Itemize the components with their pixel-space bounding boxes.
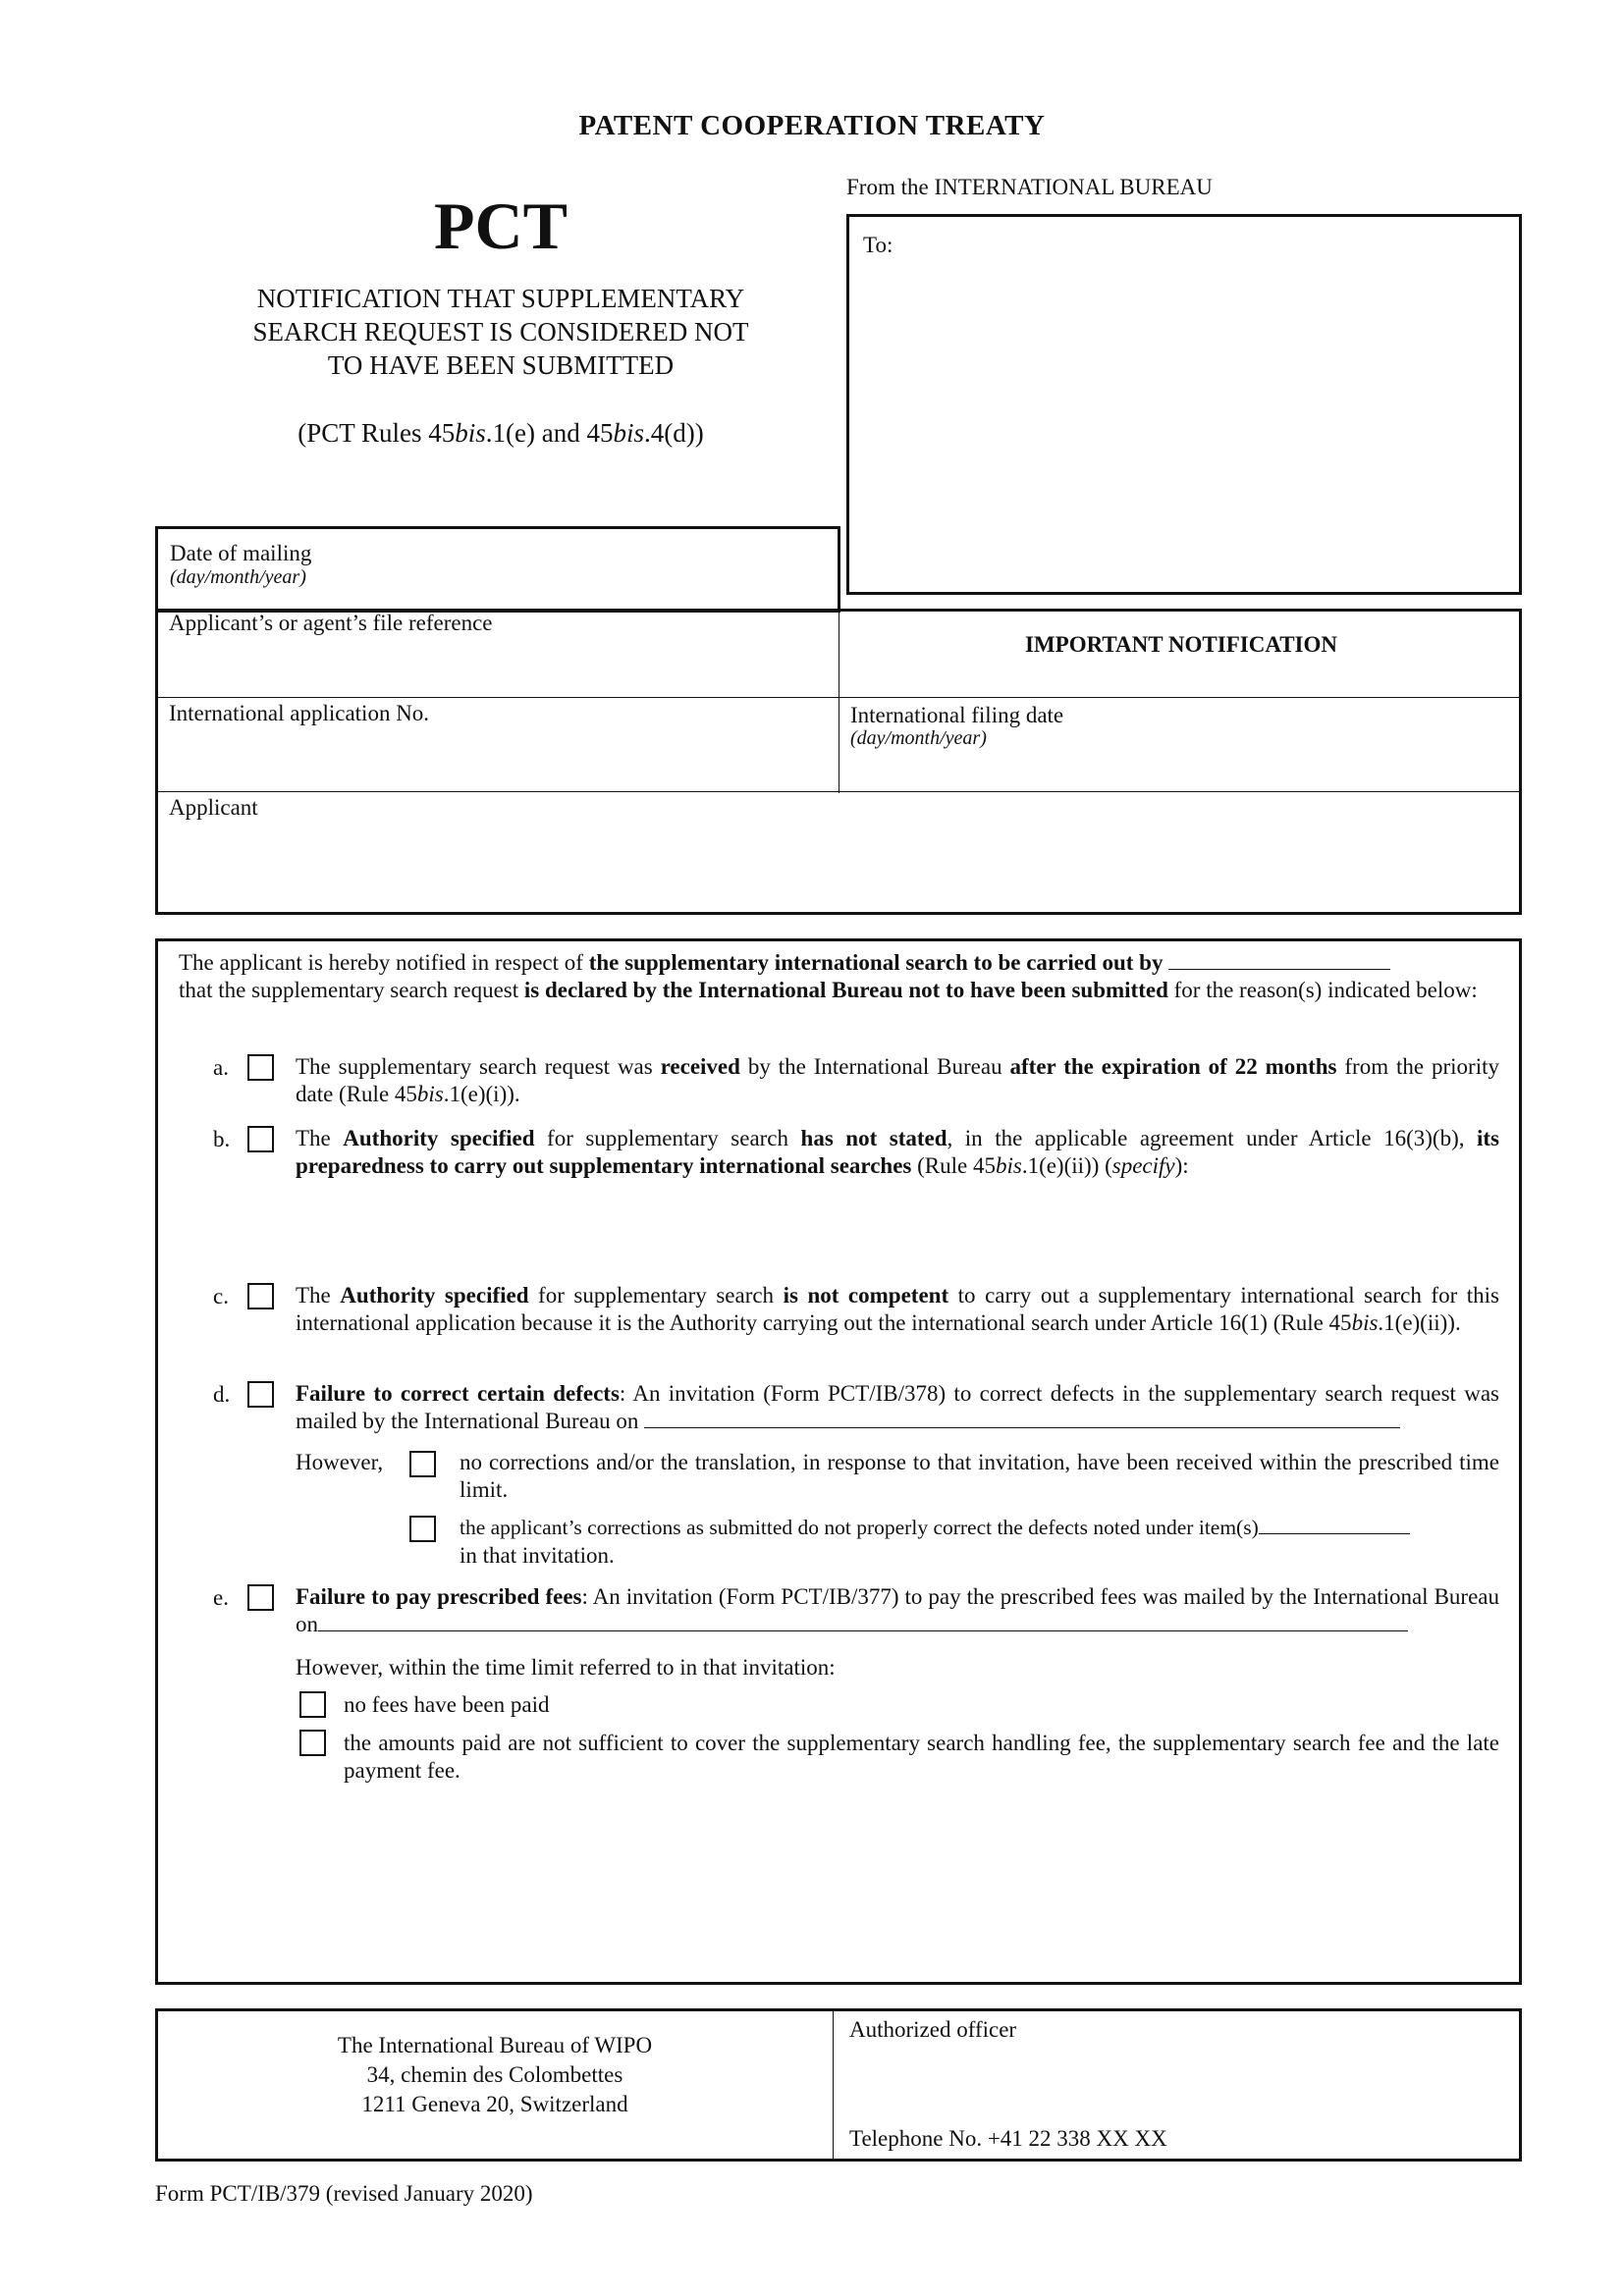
c-1c: for supplementary search [528,1283,784,1308]
item-c-label: c. [213,1284,229,1308]
table-divider-2 [157,791,1520,792]
a-1b: received [660,1054,740,1079]
b-bis: bis [995,1152,1022,1178]
telephone-number: Telephone No. +41 22 338 XX XX [849,2126,1167,2151]
a-1f: .1(e)(i)). [443,1081,520,1106]
date-of-mailing-label: Date of mailing [170,541,312,565]
intro-1-bold: the supplementary international search to be carried out by [588,950,1164,975]
b-1e: , in the applicable agreement under Article 16(3)(b), [947,1126,1477,1150]
c-bis: bis [1351,1309,1379,1335]
rules-suffix: .4(d)) [644,418,704,448]
b-1: The [296,1126,344,1150]
d-1b: Failure to correct certain defects [296,1381,620,1406]
applicant-label: Applicant [169,795,258,820]
table-divider-top [840,609,1522,612]
b-1f: its preparedness to carry out supplementary international searches [296,1126,1499,1178]
item-d-option-2-line-1 [460,1515,1499,1542]
intl-app-no-field[interactable] [157,728,839,789]
b-specify: specify [1111,1152,1175,1178]
e-opt2: the amounts paid are not sufficient to cover the supplementary search handling fee, the supplementary search fee and the late payment fee. [344,1731,1499,1783]
d-opt2b: in that invitation. [460,1542,615,1568]
item-e-option-1-text [344,1691,1499,1719]
item-d-option-1-text [460,1449,1499,1503]
item-e-text [296,1583,1499,1637]
form-title [157,282,844,382]
item-e-label: e. [213,1585,229,1610]
notice-intro-line-1 [179,949,1499,977]
search-authority-field[interactable] [1168,951,1390,970]
from-label [846,175,1213,200]
c-1b: Authority specified [340,1283,529,1308]
b-1d: has not stated [800,1126,947,1150]
date-of-mailing-format: (day/month/year) [170,566,306,588]
item-e-option-2-text [344,1730,1499,1784]
intl-filing-date-field[interactable] [840,752,1520,789]
intro-1: The applicant is hereby notified in respect of [179,950,589,975]
form-identifier: Form PCT/IB/379 (revised January 2020) [155,2181,533,2206]
treaty-heading [0,110,1624,142]
item-e-date-field[interactable] [318,1613,1408,1631]
item-e-however: However, within the time limit referred to in that invitation: [296,1655,836,1680]
a-bis: bis [416,1081,444,1106]
a-1d: after the expiration of 22 months [1009,1054,1337,1079]
notice-intro [179,949,1499,1003]
item-e-checkbox[interactable] [247,1584,274,1611]
item-d-option-1-checkbox[interactable] [409,1451,436,1477]
to-label: To: [863,233,893,257]
wipo-address-line-1: The International Bureau of WIPO [337,2033,653,2057]
item-e-option-1-checkbox[interactable] [299,1691,326,1718]
e-opt1: no fees have been paid [344,1692,550,1717]
rules-bis-2: bis [613,418,645,448]
a-1: The supplementary search request was [296,1054,661,1079]
wipo-address [157,2031,833,2119]
item-d-checkbox[interactable] [247,1381,274,1408]
intro-2-end: for the reason(s) indicated below: [1167,977,1478,1002]
intl-filing-date-format: (day/month/year) [850,727,987,749]
authorized-officer-field[interactable] [837,2046,1518,2124]
d-opt1: no corrections and/or the translation, in response to that invitation, have been received within the prescribed time limit. [460,1450,1499,1502]
file-reference-label: Applicant’s or agent’s file reference [169,611,493,635]
rules-prefix: (PCT Rules 45 [298,418,456,448]
e-1b: Failure to pay prescribed fees [296,1584,582,1609]
item-d-option-2-text [460,1515,1499,1569]
from-label-text: From the INTERNATIONAL BUREAU [846,175,1213,199]
c-1f: .1(e)(ii)). [1378,1309,1461,1335]
intro-2: that the supplementary search request [179,977,524,1002]
intl-filing-date-label: International filing date [850,703,1064,727]
item-a-text [296,1053,1499,1107]
pct-title [157,187,844,265]
important-notification-text: IMPORTANT NOTIFICATION [1024,632,1338,657]
table-divider-1 [157,697,1520,698]
item-b-checkbox[interactable] [247,1126,274,1152]
d-1c: : An invitation (Form PCT/IB/378) to correct defects in the supplementary search request was mailed by the International Bureau on [296,1381,1499,1433]
b-1h: .1(e)(ii)) ( [1021,1152,1112,1178]
b-1i: ): [1174,1152,1189,1178]
a-1e: from the priority date (Rule 45 [296,1054,1499,1106]
rules-reference [157,416,844,450]
item-b-label: b. [213,1127,231,1151]
c-1: The [296,1283,341,1308]
rules-mid: .1(e) and 45 [485,418,614,448]
item-e-option-2-checkbox[interactable] [299,1730,326,1756]
item-d-option-2-checkbox[interactable] [409,1516,436,1542]
item-d-date-field[interactable] [644,1410,1400,1428]
item-b-specify-field[interactable] [296,1184,1499,1270]
pct-title-text: PCT [434,188,568,263]
a-1c: by the International Bureau [739,1054,1010,1079]
authorized-officer-label: Authorized officer [849,2017,1017,2042]
c-1d: is not competent [783,1283,949,1308]
wipo-address-line-3: 1211 Geneva 20, Switzerland [361,2092,628,2116]
item-b-text [296,1125,1499,1179]
important-notification [840,632,1522,658]
b-1g: (Rule 45 [911,1152,996,1178]
treaty-heading-text: PATENT COOPERATION TREATY [578,110,1046,141]
file-reference-field[interactable] [157,638,839,695]
rules-bis-1: bis [455,418,486,448]
item-d-text [296,1380,1499,1434]
d-opt2a: the applicant’s corrections as submitted do not properly correct the defects noted under item(s) [460,1516,1259,1539]
intl-app-no-label: International application No. [169,701,430,725]
e-1c: : An invitation (Form PCT/IB/377) to pay the prescribed fees was mailed by the International Bureau on [296,1584,1499,1636]
form-title-line-2: SEARCH REQUEST IS CONSIDERED NOT [252,317,749,347]
item-a-checkbox[interactable] [247,1054,274,1081]
form-title-line-3: TO HAVE BEEN SUBMITTED [327,350,675,380]
date-of-mailing-box[interactable] [155,526,840,613]
b-1b: Authority specified [343,1126,535,1150]
item-d-however: However, [296,1450,384,1474]
item-d-items-field[interactable] [1259,1516,1410,1534]
footer-divider [833,2008,834,2162]
b-1c: for supplementary search [534,1126,801,1150]
intro-2-bold: is declared by the International Bureau not to have been submitted [523,977,1168,1002]
wipo-address-line-2: 34, chemin des Colombettes [366,2062,623,2087]
item-c-text [296,1282,1499,1336]
c-1e: to carry out a supplementary international search for this international application because it is the Authority carrying out the international search under Article 16(1) (Rule 45 [296,1283,1499,1335]
form-title-line-1: NOTIFICATION THAT SUPPLEMENTARY [256,284,745,313]
item-a-label: a. [213,1055,229,1080]
to-address-box[interactable] [846,214,1522,595]
applicant-field[interactable] [157,823,1520,911]
item-d-label: d. [213,1382,231,1407]
item-c-checkbox[interactable] [247,1283,274,1309]
